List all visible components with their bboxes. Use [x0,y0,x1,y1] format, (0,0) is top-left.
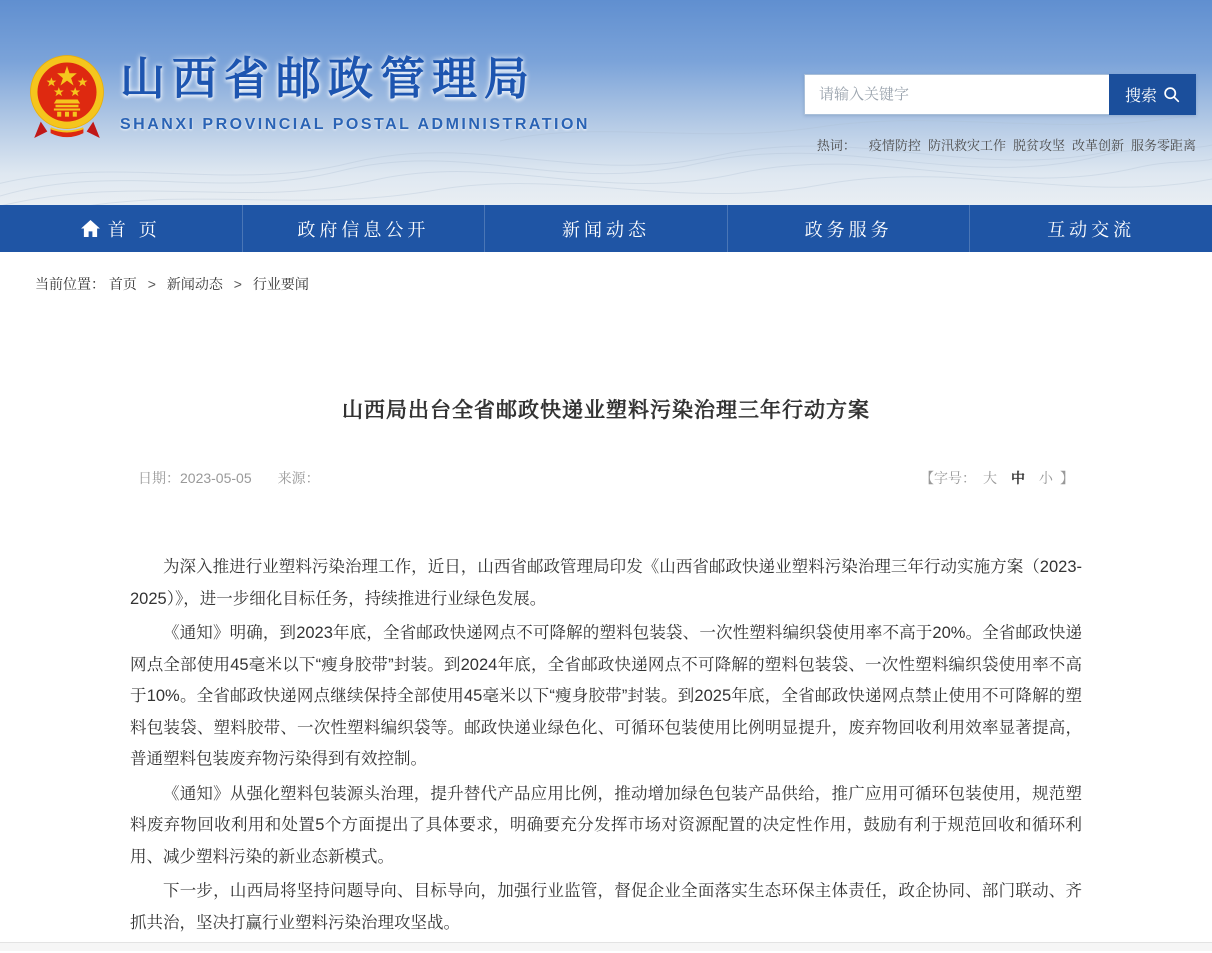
search-input[interactable] [804,74,1109,115]
nav-item-label: 新闻动态 [561,219,650,240]
article [0,308,1212,943]
article-date: 2023-05-05 [180,470,252,486]
home-icon [81,220,100,237]
breadcrumb-link-home[interactable]: 首页 [108,276,137,292]
font-size-medium[interactable]: 中 [1011,470,1025,486]
article-title: 山西局出台全省邮政快递业塑料污染治理三年行动方案 [342,399,870,422]
nav-item-services[interactable] [727,205,970,252]
hot-word-link[interactable]: 服务零距离 [1130,138,1196,153]
site-name-chinese: 山西省邮政管理局 [120,53,537,104]
breadcrumb-current: 行业要闻 [252,276,309,292]
breadcrumb-separator: > [233,276,242,292]
main-nav [0,205,1212,252]
search-button[interactable] [1109,74,1196,115]
article-meta [130,468,1082,488]
hot-word-link[interactable]: 疫情防控 [868,138,921,153]
national-emblem-icon [26,52,108,142]
site-logo-home-link[interactable] [26,52,590,142]
search-icon [1163,86,1180,103]
hot-words-label: 热词： [816,138,856,153]
article-paragraph: 为深入推进行业塑料污染治理工作，近日，山西省邮政管理局印发《山西省邮政快递业塑料污染治理三年行动实施方案（2023-2025）》，进一步细化目标任务，持续推进行业绿色发展。 [130,558,1082,608]
page-bottom-strip [0,943,1212,951]
site-name-english: SHANXI PROVINCIAL POSTAL ADMINISTRATION [120,115,590,133]
site-banner [0,0,1212,205]
article-meta-left [138,468,320,488]
hot-words [804,135,1196,154]
search-area [804,74,1196,154]
article-paragraph: 《通知》从强化塑料包装源头治理，提升替代产品应用比例，推动增加绿色包装产品供给，推广应用可循环包装使用，规范塑料废弃物回收利用和处置5个方面提出了具体要求，明确要充分发挥市场对资源配置的决定性作用，鼓励有利于规范回收和循环利用、减少塑料污染的新业态新模式。 [130,784,1082,866]
nav-item-label: 政务服务 [804,219,893,240]
font-size-small[interactable]: 小 [1039,470,1053,486]
nav-item-home[interactable] [0,205,242,252]
article-paragraph: 下一步，山西局将坚持问题导向、目标导向，加强行业监管，督促企业全面落实生态环保主体责任，政企协同、部门联动、齐抓共治，坚决打赢行业塑料污染治理攻坚战。 [130,882,1082,932]
nav-item-news[interactable] [484,205,727,252]
nav-item-label: 政府信息公开 [297,219,430,240]
nav-item-label: 互动交流 [1047,219,1136,240]
hot-word-link[interactable]: 防汛救灾工作 [927,138,1006,153]
search-button-label: 搜索 [1124,88,1157,105]
date-label: 日期： [138,470,180,486]
font-size-control [920,468,1074,488]
article-body [130,552,1082,939]
article-paragraph: 《通知》明确，到2023年底，全省邮政快递网点不可降解的塑料包装袋、一次性塑料编织袋使用率不高于20%。全省邮政快递网点全部使用45毫米以下“瘦身胶带”封装。到2024年底，全省邮政快递网点不可降解的塑料包装袋、一次性塑料编织袋使用率不高于10%。全省邮政快递网点继续保持全部使用45毫米以下“瘦身胶带”封装。到2025年底，全省邮政快递网点禁止使用不可降解的塑料包装袋、塑料胶带、一次性塑料编织袋等。邮政快递业绿色化、可循环包装使用比例明显提升，废弃物回收利用效率显著提高，普通塑料包装废弃物污染得到有效控制。 [130,624,1082,768]
breadcrumb-label: 当前位置： [35,276,105,292]
nav-item-interaction[interactable] [969,205,1212,252]
source-label: 来源： [277,470,320,486]
font-size-label: 【字号： [920,470,976,486]
breadcrumb-separator: > [147,276,156,292]
nav-item-label: 首 页 [107,219,161,240]
breadcrumb-link-news[interactable]: 新闻动态 [166,276,223,292]
font-size-large[interactable]: 大 [983,470,997,486]
hot-word-link[interactable]: 脱贫攻坚 [1012,138,1065,153]
hot-word-link[interactable]: 改革创新 [1071,138,1124,153]
breadcrumb [0,252,1212,308]
nav-item-gov-info[interactable] [242,205,485,252]
font-size-suffix: 】 [1060,470,1074,486]
site-title-block [120,52,590,134]
